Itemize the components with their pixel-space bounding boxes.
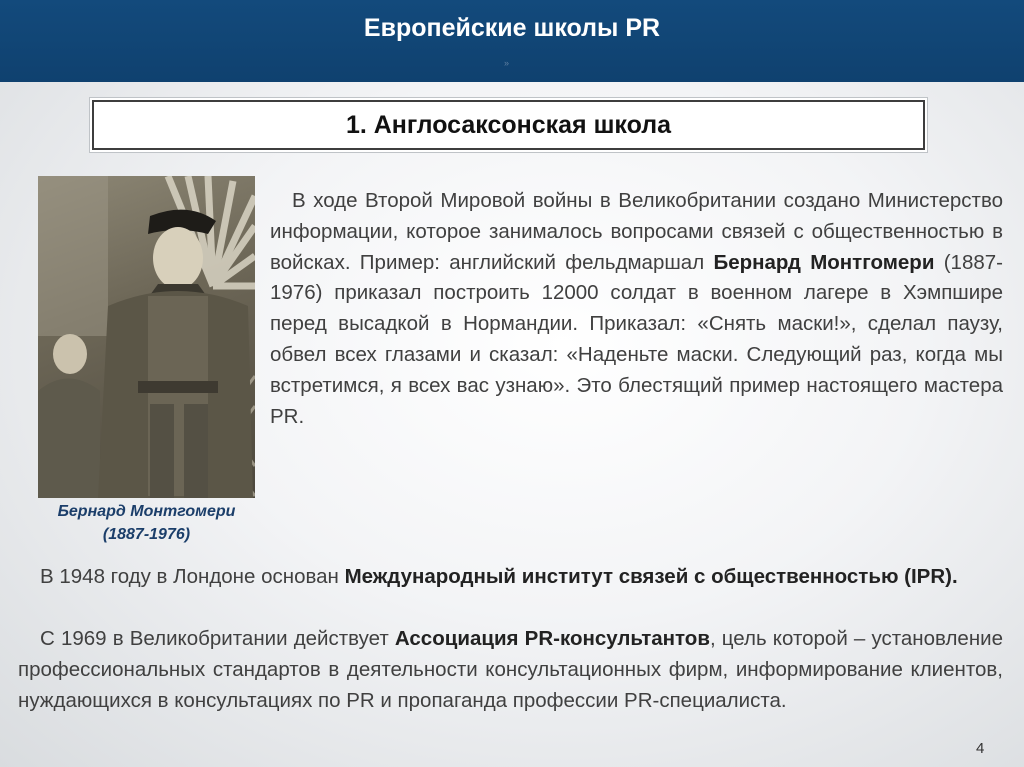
paragraph3-bold: Ассоциация PR-консультантов — [394, 627, 710, 650]
paragraph1-text-b: (1887-1976) приказал построить 12000 солдат в военном лагере в Хэмпшире перед высадкой в Нормандии. Приказал: «Снять маски!», сделал паузу, обвел всех глазами и сказал: «Наденьте маски. Следующий раз, когда мы встретимся, я всех вас узнаю». Это блестящий пример настоящего мастера PR. — [270, 250, 1003, 428]
paragraph-montgomery — [270, 186, 1003, 432]
photo-illustration — [38, 176, 255, 498]
paragraph1-bold: Бернард Монтгомери — [713, 250, 935, 274]
paragraph2-bold: Международный институт связей с общественностью (IPR). — [344, 565, 958, 588]
montgomery-photo — [38, 176, 255, 498]
page-number: 4 — [976, 740, 985, 757]
photo-caption — [38, 500, 255, 546]
section-title: 1. Англосаксонская школа — [345, 111, 672, 139]
section-title-box — [92, 100, 925, 150]
paragraph-ipr — [18, 561, 1003, 592]
paragraph1-text-a: В ходе Второй Мировой войны в Великобритании создано Министерство информации, которое занималось вопросами связей с общественностью в войсках. Пример: английский фельдмаршал — [270, 189, 1003, 274]
caption-years: (1887-1976) — [102, 526, 191, 543]
slide-title: Европейские школы PR — [363, 14, 661, 42]
header-mark: » — [504, 58, 510, 68]
paragraph-association — [18, 623, 1003, 716]
caption-name: Бернард Монтгомери — [57, 503, 236, 520]
paragraph2-text-a: В 1948 году в Лондоне основан — [40, 565, 345, 588]
paragraph3-text-a: С 1969 в Великобритании действует — [40, 627, 395, 650]
slide-header — [0, 0, 1024, 82]
paragraph3-text-b: , цель которой – установление профессиональных стандартов в деятельности консультационных фирм, информирование клиентов, нуждающихся в консультациях по PR и пропаганда профессии PR-специалиста. — [18, 627, 1003, 712]
